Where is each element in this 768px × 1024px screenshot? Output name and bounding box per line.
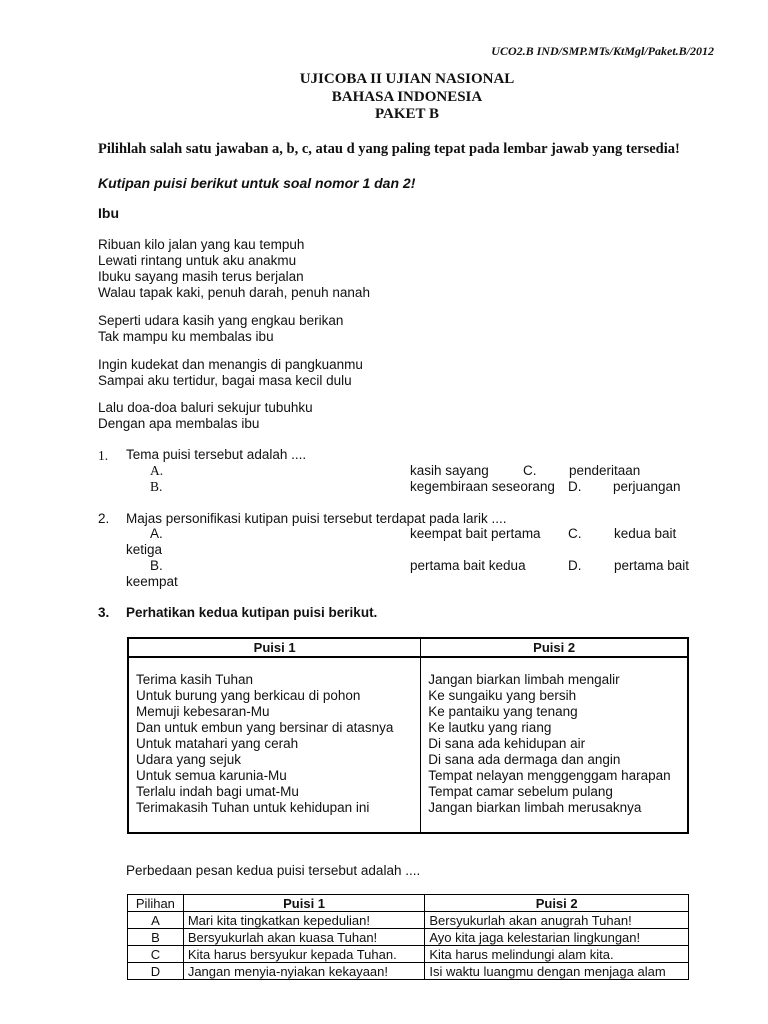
poem-line: Sampai aku tertidur, bagai masa kecil dulu <box>98 373 352 388</box>
option-d-text[interactable]: pertama bait <box>614 558 690 573</box>
option-d-text[interactable]: perjuangan <box>613 479 681 494</box>
option-puisi-2: Kita harus melindungi alam kita. <box>425 946 689 963</box>
option-c-text-wrap: ketiga <box>126 542 163 557</box>
subject-title: BAHASA INDONESIA <box>331 89 483 105</box>
poem-line: Tempat nelayan menggenggam harapan <box>428 768 671 783</box>
option-d-letter[interactable]: D. <box>568 479 582 494</box>
option-d-text-wrap: keempat <box>126 574 178 589</box>
poem-line: Dan untuk embun yang bersinar di atasnya <box>136 720 394 735</box>
poem-stanza-2 <box>98 313 343 345</box>
poem-line: Ibuku sayang masih terus berjalan <box>98 269 304 284</box>
poem-line: Memuji kebesaran-Mu <box>136 704 270 719</box>
poem-stanza-1 <box>98 237 370 301</box>
poem-line: Terimakasih Tuhan untuk kehidupan ini <box>136 800 370 815</box>
poem-line: Jangan biarkan limbah merusaknya <box>428 800 642 815</box>
table-row[interactable] <box>128 963 689 980</box>
option-b-text[interactable]: kegembiraan seseorang <box>410 479 555 494</box>
table-row[interactable] <box>128 946 689 963</box>
table-row[interactable] <box>128 912 689 929</box>
option-a-letter[interactable]: A. <box>150 526 163 541</box>
poem-comparison-table <box>127 637 689 834</box>
table-header-puisi-1: Puisi 1 <box>128 638 421 657</box>
poem-line: Lalu doa-doa baluri sekujur tubuhku <box>98 400 313 415</box>
option-puisi-1: Mari kita tingkatkan kepedulian! <box>183 912 425 929</box>
option-puisi-1: Kita harus bersyukur kepada Tuhan. <box>183 946 425 963</box>
poem-line: Ribuan kilo jalan yang kau tempuh <box>98 237 305 252</box>
poem-line: Lewati rintang untuk aku anakmu <box>98 253 297 268</box>
option-letter: D <box>128 963 184 980</box>
poem-title: Ibu <box>98 205 119 221</box>
poem-line: Jangan biarkan limbah mengalir <box>428 672 620 687</box>
poem-line: Ingin kudekat dan menangis di pangkuanmu <box>98 357 363 372</box>
poem-stanza-4 <box>98 400 313 432</box>
package-title: PAKET B <box>374 106 440 122</box>
puisi-1-cell <box>128 657 421 833</box>
table-header-pilihan: Pilihan <box>128 895 184 912</box>
option-letter: B <box>128 929 184 946</box>
option-letter: A <box>128 912 184 929</box>
poem-line: Terlalu indah bagi umat-Mu <box>136 784 299 799</box>
option-c-text[interactable]: penderitaan <box>569 463 641 478</box>
table-header-puisi-1: Puisi 1 <box>183 895 425 912</box>
option-a-text[interactable]: kasih sayang <box>410 463 489 478</box>
option-c-letter[interactable]: C. <box>568 526 582 541</box>
poem-line: Ke pantaiku yang tenang <box>428 704 578 719</box>
instruction: Pilihlah salah satu jawaban a, b, c, atau d yang paling tepat pada lembar jawab yang tersedia! <box>98 141 680 157</box>
puisi-2-cell <box>421 657 688 833</box>
poem-line: Terima kasih Tuhan <box>136 672 254 687</box>
poem-line: Untuk semua karunia-Mu <box>136 768 287 783</box>
option-puisi-2: Isi waktu luangmu dengan menjaga alam <box>425 963 689 980</box>
option-puisi-1: Jangan menyia-nyiakan kekayaan! <box>183 963 425 980</box>
option-puisi-2: Ayo kita jaga kelestarian lingkungan! <box>425 929 689 946</box>
poem-line: Tak mampu ku membalas ibu <box>98 329 274 344</box>
option-puisi-1: Bersyukurlah akan kuasa Tuhan! <box>183 929 425 946</box>
poem-line: Seperti udara kasih yang engkau berikan <box>98 313 344 328</box>
poem-line: Ke sungaiku yang bersih <box>428 688 577 703</box>
question-3-text: Perhatikan kedua kutipan puisi berikut. <box>126 605 378 620</box>
option-letter: C <box>128 946 184 963</box>
question-1-number: 1. <box>98 448 109 463</box>
excerpt-intro: Kutipan puisi berikut untuk soal nomor 1 dan 2! <box>98 175 416 191</box>
option-puisi-2: Bersyukurlah akan anugrah Tuhan! <box>425 912 689 929</box>
table-header-puisi-2: Puisi 2 <box>425 895 689 912</box>
question-1-text: Tema puisi tersebut adalah .... <box>126 447 307 462</box>
poem-line: Untuk burung yang berkicau di pohon <box>136 688 361 703</box>
option-a-letter[interactable]: A. <box>150 463 164 478</box>
option-b-text[interactable]: pertama bait kedua <box>410 558 526 573</box>
poem-stanza-3 <box>98 357 363 389</box>
poem-line: Untuk matahari yang cerah <box>136 736 299 751</box>
option-d-letter[interactable]: D. <box>568 558 582 573</box>
option-a-text[interactable]: keempat bait pertama <box>410 526 541 541</box>
option-b-letter[interactable]: B. <box>150 479 163 494</box>
option-c-letter[interactable]: C. <box>523 463 537 478</box>
poem-line: Dengan apa membalas ibu <box>98 416 260 431</box>
question-3-prompt: Perbedaan pesan kedua puisi tersebut adalah .... <box>126 863 421 878</box>
question-2-number: 2. <box>98 511 110 526</box>
poem-line: Ke lautku yang riang <box>428 720 552 735</box>
exam-title: UJICOBA II UJIAN NASIONAL <box>299 71 515 87</box>
option-b-letter[interactable]: B. <box>150 558 163 573</box>
table-header-puisi-2: Puisi 2 <box>421 638 688 657</box>
poem-line: Di sana ada kehidupan air <box>428 736 586 751</box>
answer-options-table <box>127 894 689 980</box>
poem-line: Udara yang sejuk <box>136 752 242 767</box>
question-3-number: 3. <box>98 605 110 620</box>
poem-line: Walau tapak kaki, penuh darah, penuh nanah <box>98 285 370 300</box>
poem-line: Tempat camar sebelum pulang <box>428 784 613 799</box>
option-c-text[interactable]: kedua bait <box>614 526 677 541</box>
table-row[interactable] <box>128 929 689 946</box>
poem-line: Di sana ada dermaga dan angin <box>428 752 621 767</box>
document-code: UCO2.B IND/SMP.MTs/KtMgl/Paket.B/2012 <box>491 44 714 58</box>
question-2-text: Majas personifikasi kutipan puisi tersebut terdapat pada larik .... <box>126 511 507 526</box>
